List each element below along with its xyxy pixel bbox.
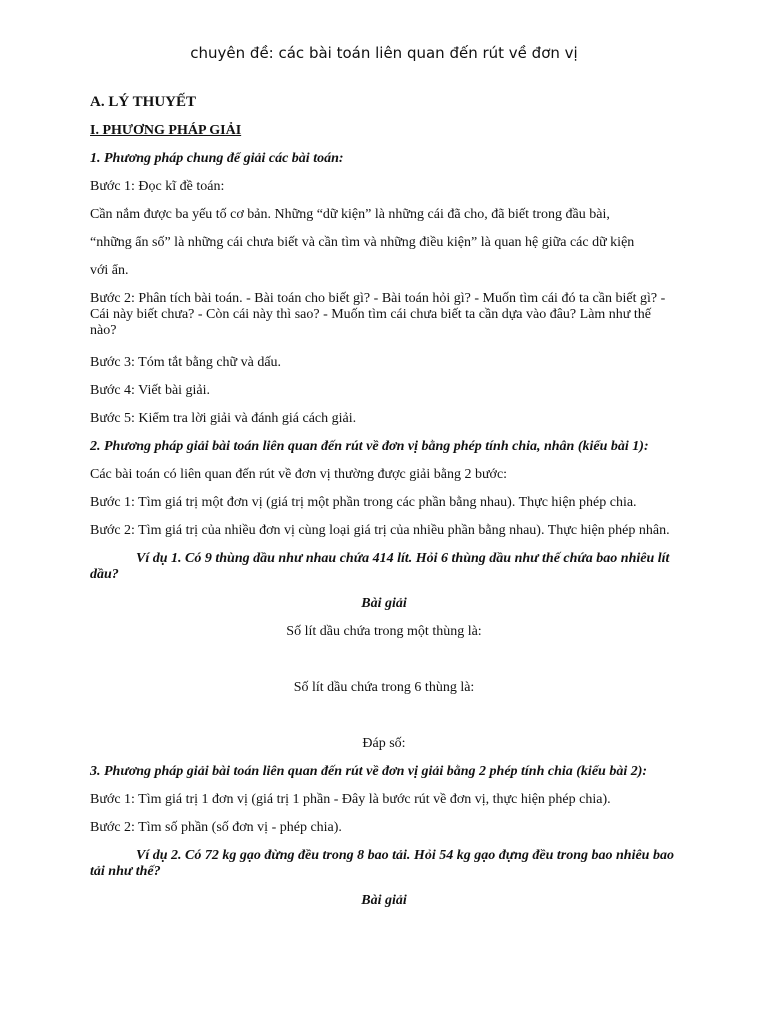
example-2: Ví dụ 2. Có 72 kg gạo đừng đều trong 8 bao tải. Hỏi 54 kg gạo đựng đều trong bao nhiêu bao tải như thế? xyxy=(90,848,674,879)
part1-step1-detail-3: với ẩn. xyxy=(90,263,129,278)
example-1: Ví dụ 1. Có 9 thùng dầu như nhau chứa 414 lít. Hỏi 6 thùng dầu như thế chứa bao nhiêu lít dầu? xyxy=(90,551,670,582)
part1-step5: Bước 5: Kiểm tra lời giải và đánh giá cách giải. xyxy=(90,411,357,426)
part1-step1-detail-1: Cần nắm được ba yếu tố cơ bản. Những “dữ kiện” là những cái đã cho, đã biết trong đầu bài, xyxy=(90,207,610,222)
part2-heading: 2. Phương pháp giải bài toán liên quan đến rút về đơn vị bằng phép tính chia, nhân (kiểu bài 1): xyxy=(90,439,649,454)
part2-step2: Bước 2: Tìm giá trị của nhiều đơn vị cùng loại giá trị của nhiều phần bằng nhau). Thực hiện phép nhân. xyxy=(90,523,670,538)
part2-intro: Các bài toán có liên quan đến rút về đơn vị thường được giải bằng 2 bước: xyxy=(90,467,508,482)
part3-step1: Bước 1: Tìm giá trị 1 đơn vị (giá trị 1 phần - Đây là bước rút về đơn vị, thực hiện phép chia). xyxy=(90,792,611,807)
part1-step1: Bước 1: Đọc kĩ đề toán: xyxy=(90,179,225,194)
example-1-solution-line-2: Số lít dầu chứa trong 6 thùng là: xyxy=(293,680,475,695)
part1-step1-detail-2: “những ẩn số” là những cái chưa biết và cần tìm và những điều kiện” là quan hệ giữa các dữ kiện xyxy=(90,235,635,250)
example-2-solution-title: Bài giải xyxy=(361,893,407,908)
section-i-heading: I. PHƯƠNG PHÁP GIẢI xyxy=(90,123,242,138)
part1-step3: Bước 3: Tóm tắt bằng chữ và dấu. xyxy=(90,355,282,370)
part1-step4: Bước 4: Viết bài giải. xyxy=(90,383,211,398)
part1-heading: 1. Phương pháp chung để giải các bài toán: xyxy=(90,151,344,166)
example-1-answer: Đáp số: xyxy=(362,736,406,751)
page-header-title: chuyên đề: các bài toán liên quan đến rút về đơn vị xyxy=(190,44,578,62)
example-1-solution-line-1: Số lít dầu chứa trong một thùng là: xyxy=(286,624,482,639)
part3-heading: 3. Phương pháp giải bài toán liên quan đến rút về đơn vị giải bằng 2 phép tính chia (kiểu bài 2): xyxy=(90,764,648,779)
part2-step1: Bước 1: Tìm giá trị một đơn vị (giá trị một phần trong các phần bằng nhau). Thực hiện phép chia. xyxy=(90,495,637,510)
example-1-solution-title: Bài giải xyxy=(361,596,407,611)
section-a-heading: A. LÝ THUYẾT xyxy=(90,94,196,110)
part1-step2: Bước 2: Phân tích bài toán. - Bài toán cho biết gì? - Bài toán hỏi gì? - Muốn tìm cái đó ta cần biết gì? - Cái này biết chưa? - Còn cái này thì sao? - Muốn tìm cái chưa biết ta cần dựa vào đâu? Làm như thế nào? xyxy=(90,291,666,338)
part3-step2: Bước 2: Tìm số phần (số đơn vị - phép chia). xyxy=(90,820,342,835)
